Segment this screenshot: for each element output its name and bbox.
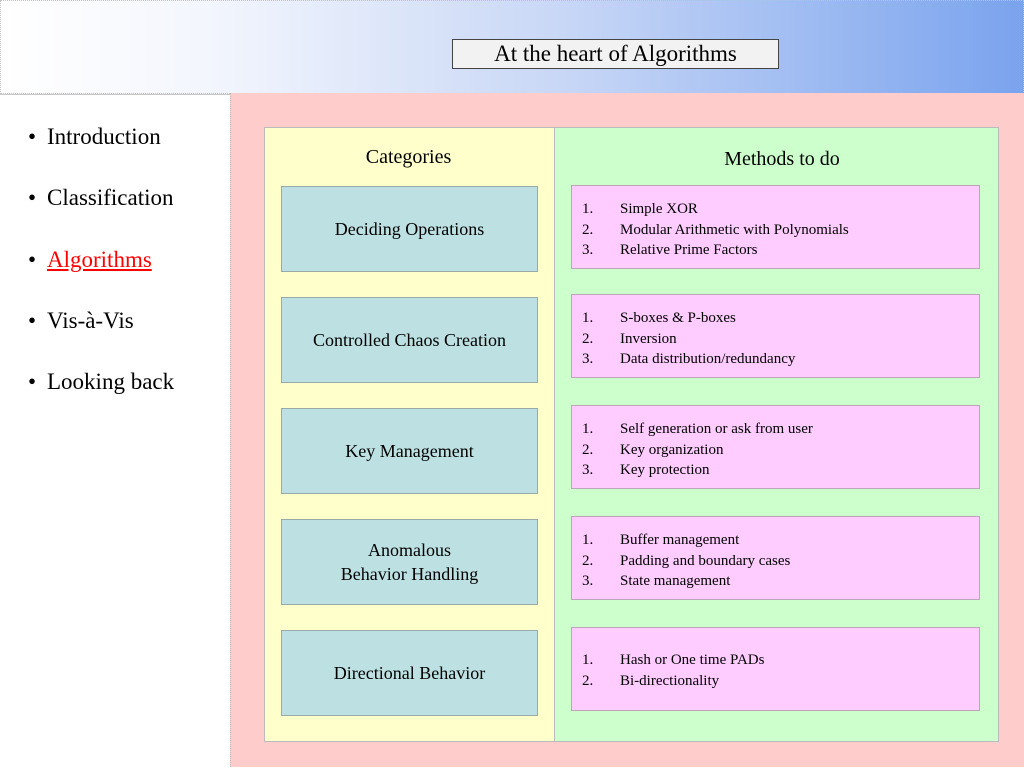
method-number: 1. [582, 201, 594, 217]
category-label: Anomalous Behavior Handling [340, 540, 479, 584]
category-controlled-chaos-creation [281, 297, 538, 383]
category-label: Directional Behavior [333, 663, 486, 683]
method-text: Modular Arithmetic with Polynomials [620, 221, 849, 238]
method-item [582, 571, 979, 592]
category-label: Controlled Chaos Creation [313, 330, 506, 350]
method-number: 2. [582, 221, 594, 238]
method-text: S-boxes & P-boxes [620, 310, 736, 326]
method-item [582, 199, 979, 220]
nav-bullet: • [28, 185, 37, 210]
method-number: 2. [582, 672, 594, 689]
nav-bullet: • [28, 308, 37, 333]
method-item [582, 329, 979, 350]
nav-bullet: • [28, 124, 37, 149]
methods-list-key-management [571, 405, 980, 489]
category-directional-behavior [281, 630, 538, 716]
method-number: 1. [582, 532, 594, 548]
method-text: Key organization [620, 441, 724, 458]
method-number: 3. [582, 242, 594, 258]
methods-list-controlled-chaos-creation [571, 294, 980, 378]
method-item [582, 220, 979, 241]
methods-list-anomalous-behavior-handling [571, 516, 980, 600]
category-deciding-operations [281, 186, 538, 272]
category-label: Deciding Operations [334, 219, 485, 239]
nav-item-looking-back[interactable] [28, 365, 228, 399]
method-item [582, 460, 979, 481]
method-number: 3. [582, 573, 594, 589]
method-text: Bi-directionality [620, 672, 720, 689]
method-text: Data distribution/redundancy [620, 351, 796, 367]
method-text: State management [620, 573, 731, 589]
method-number: 2. [582, 330, 594, 347]
nav-item-label: Classification [47, 185, 174, 210]
nav-item-algorithms[interactable] [28, 243, 228, 277]
methods-list-deciding-operations [571, 185, 980, 269]
category-key-management [281, 408, 538, 494]
nav-item-label: Introduction [47, 124, 161, 149]
method-text: Relative Prime Factors [620, 242, 758, 258]
method-number: 2. [582, 441, 594, 458]
slide-title: At the heart of Algorithms [452, 39, 779, 69]
method-number: 2. [582, 552, 594, 569]
nav-bullet: • [28, 247, 37, 272]
nav-item-vis-a-vis[interactable] [28, 304, 228, 338]
method-text: Key protection [620, 462, 710, 478]
slide-header [0, 0, 1024, 95]
category-label: Key Management [345, 441, 474, 461]
method-item [582, 308, 979, 329]
category-anomalous-behavior-handling [281, 519, 538, 605]
method-text: Padding and boundary cases [620, 552, 791, 569]
method-number: 1. [582, 421, 594, 437]
method-item [582, 419, 979, 440]
method-text: Self generation or ask from user [620, 421, 813, 437]
methods-list-directional-behavior [571, 627, 980, 711]
nav-bullet: • [28, 369, 37, 394]
nav-item-label[interactable]: Algorithms [47, 247, 152, 272]
nav-item-label: Vis-à-Vis [47, 308, 134, 333]
method-item [582, 349, 979, 370]
method-item [582, 671, 979, 692]
method-item [582, 650, 979, 671]
method-item [582, 440, 979, 461]
method-text: Hash or One time PADs [620, 652, 765, 668]
method-text: Inversion [620, 330, 677, 347]
nav-item-label: Looking back [47, 369, 175, 394]
nav-item-classification[interactable] [28, 181, 228, 215]
method-text: Simple XOR [620, 201, 698, 217]
nav-item-introduction[interactable] [28, 120, 228, 154]
method-number: 1. [582, 310, 594, 326]
method-item [582, 530, 979, 551]
method-text: Buffer management [620, 532, 740, 548]
methods-heading: Methods to do [724, 148, 840, 170]
method-item [582, 551, 979, 572]
method-item [582, 240, 979, 261]
method-number: 3. [582, 462, 594, 478]
method-number: 3. [582, 351, 594, 367]
categories-heading: Categories [365, 146, 452, 168]
method-number: 1. [582, 652, 594, 668]
